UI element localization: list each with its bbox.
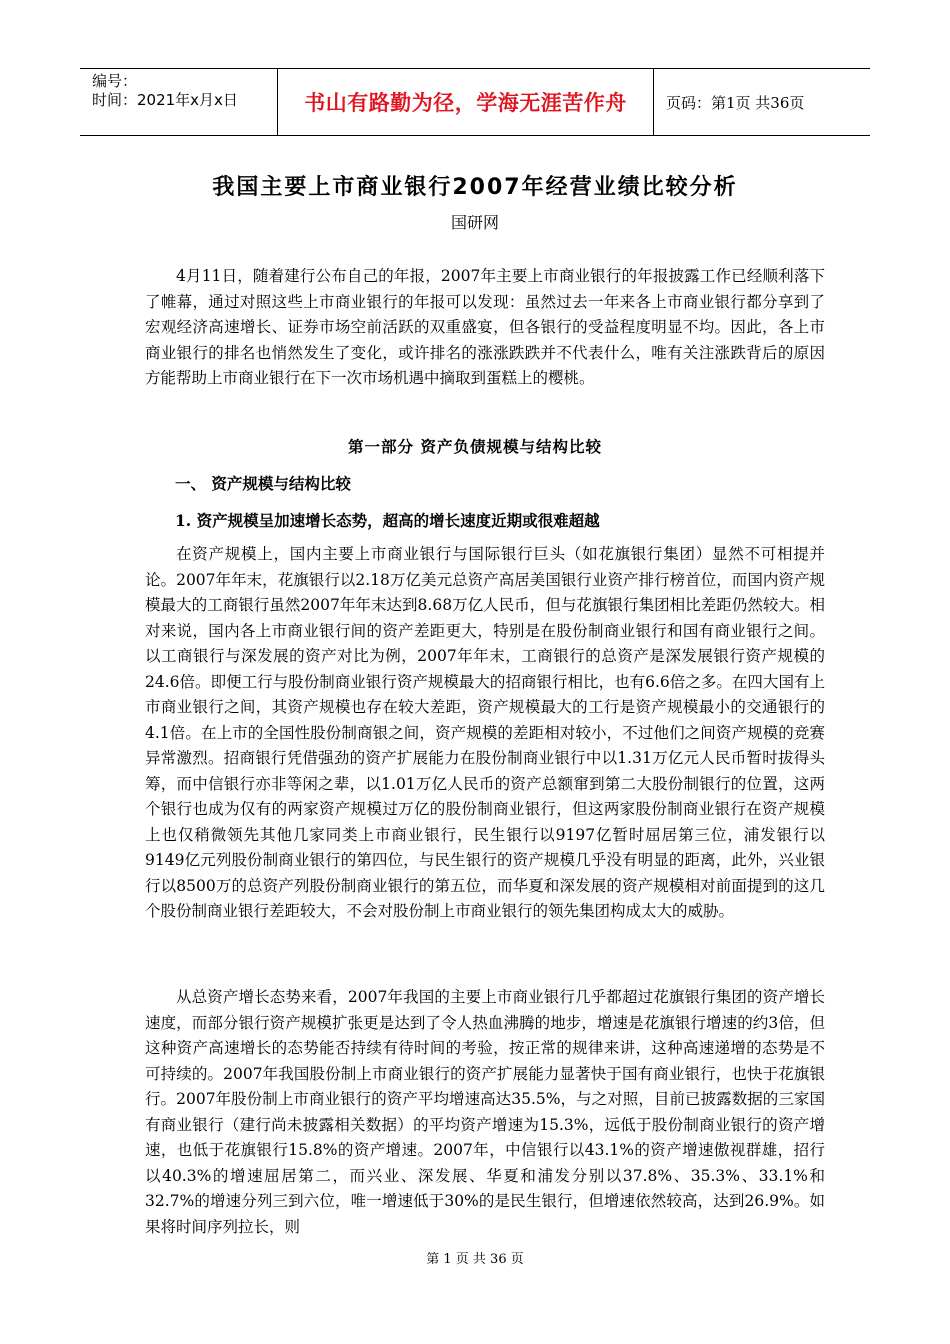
document-number-label: 编号： [92,72,138,90]
heading-level-1: 一、 资产规模与结构比较 [175,474,351,493]
header-motto: 书山有路勤为径，学海无涯苦作舟 [278,69,654,135]
page-footer: 第 1 页 共 36 页 [426,1252,524,1267]
header-page-info: 页码：第1页 共36页 [666,93,805,112]
intro-paragraph: 4月11日，随着建行公布自己的年报，2007年主要上市商业银行的年报披露工作已经顺利落下了帷幕，通过对照这些上市商业银行的年报可以发现：虽然过去一年来各上市商业银行都分享到了宏观经济高速增长、证券市场空前活跃的双重盛宴，但各银行的受益程度明显不均。因此，各上市商业银行的排名也悄然发生了变化，或许排名的涨涨跌跌并不代表什么，唯有关注涨跌背后的原因方能帮助上市商业银行在下一次市场机遇中摘取到蛋糕上的樱桃。 [145,267,825,387]
document-author: 国研网 [450,213,499,232]
section-title: 第一部分 资产负债规模与结构比较 [348,437,602,456]
header-meta [80,69,278,135]
heading-level-2: 1. 资产规模呈加速增长态势，超高的增长速度近期或很难超越 [175,511,600,530]
header-table [80,68,870,136]
body-paragraph: 从总资产增长态势来看，2007年我国的主要上市商业银行几乎都超过花旗银行集团的资产增长速度，而部分银行资产规模扩张更是达到了令人热血沸腾的地步，增速是花旗银行增速的约3倍，但这种资产高速增长的态势能否持续有待时间的考验，按正常的规律来讲，这种高速递增的态势是不可持续的。2007年我国股份制上市商业银行的资产扩展能力显著快于国有商业银行，也快于花旗银行。2007年股份制上市商业银行的资产平均增速高达35.5%，与之对照，目前已披露数据的三家国有商业银行（建行尚未披露相关数据）的平均资产增速为15.3%，远低于股份制商业银行的资产增速，也低于花旗银行15.8%的资产增速。2007年，中信银行以43.1%的资产增速傲视群雄，招行以40.3%的增速屈居第二，而兴业、深发展、华夏和浦发分别以37.8%、35.3%、33.1%和32.7%的增速分列三到六位，唯一增速低于30%的是民生银行，但增速依然较高，达到26.9%。如果将时间序列拉长，则 [145,988,825,1236]
body-paragraph: 在资产规模上，国内主要上市商业银行与国际银行巨头（如花旗银行集团）显然不可相提并论。2007年年末，花旗银行以2.18万亿美元总资产高居美国银行业资产排行榜首位，而国内资产规模最大的工商银行虽然2007年年末达到8.68万亿人民币，但与花旗银行集团相比差距仍然较大。相对来说，国内各上市商业银行间的资产差距更大，特别是在股份制商业银行和国有商业银行之间。以工商银行与深发展的资产对比为例，2007年年末，工商银行的总资产是深发展银行资产规模的24.6倍。即便工行与股份制商业银行资产规模最大的招商银行相比，也有6.6倍之多。在四大国有上市商业银行之间，其资产规模也存在较大差距，资产规模最大的工行是资产规模最小的交通银行的4.1倍。在上市的全国性股份制商银之间，资产规模的差距相对较小，不过他们之间资产规模的竞赛异常激烈。招商银行凭借强劲的资产扩展能力在股份制商业银行中以1.31万亿元人民币暂时拔得头筹，而中信银行亦非等闲之辈，以1.01万亿人民币的资产总额窜到第二大股份制银行的位置，这两个银行也成为仅有的两家资产规模过万亿的股份制商业银行，但这两家股份制商业银行在资产规模上也仅稍微领先其他几家同类上市商业银行，民生银行以9197亿暂时屈居第三位，浦发银行以9149亿元列股份制商业银行的第四位，与民生银行的资产规模几乎没有明显的距离，此外，兴业银行以8500万的总资产列股份制商业银行的第五位，而华夏和深发展的资产规模相对前面提到的这几个股份制商业银行差距较大，不会对股份制上市商业银行的领先集团构成太大的威胁。 [145,545,825,920]
document-title: 我国主要上市商业银行2007年经营业绩比较分析 [212,175,738,200]
document-time-label: 时间：2021年x月x日 [92,91,238,109]
